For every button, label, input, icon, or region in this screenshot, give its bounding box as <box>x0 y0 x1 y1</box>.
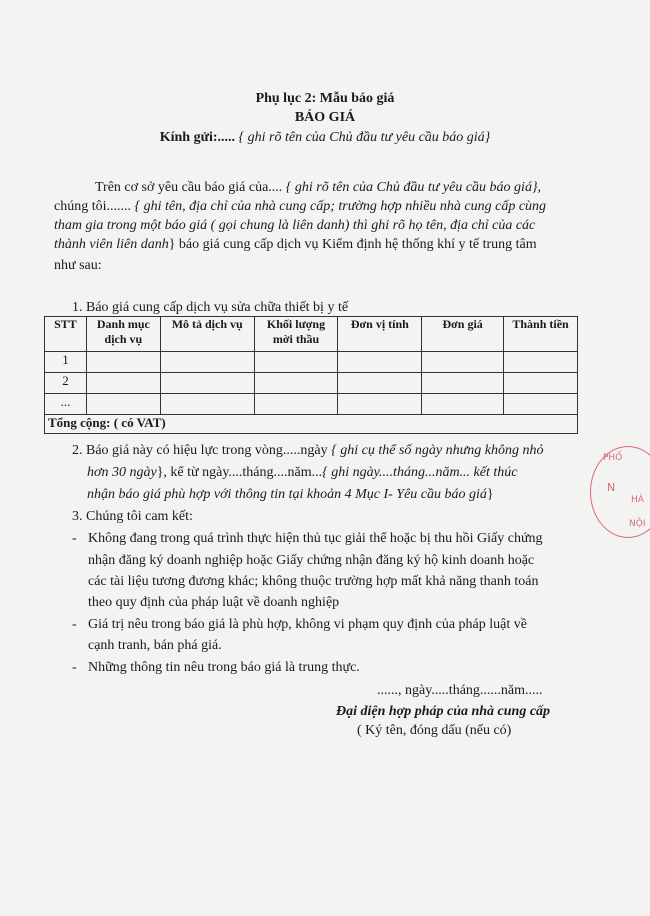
quotation-table <box>44 316 578 434</box>
intro-line: thành viên liên danh} báo giá cung cấp dịch vụ Kiểm định hệ thống khí y tế trung tâm <box>54 237 537 252</box>
list-item: các tài liệu tương đương khác; không thuộc trường hợp mất khả năng thanh toán <box>88 574 539 589</box>
intro-line: tham gia trong một báo giá ( gọi chung là liên danh) thì ghi rõ họ tên, địa chỉ của các <box>54 218 536 233</box>
section-3-label: 3. Chúng tôi cam kết: <box>72 509 193 524</box>
seal-text: HÀ <box>631 495 644 505</box>
table-row <box>45 373 578 394</box>
table-cell <box>422 352 504 373</box>
table-cell <box>504 352 578 373</box>
table-cell <box>338 352 422 373</box>
table-cell: ... <box>45 394 87 415</box>
column-header: Đơn giá <box>422 317 504 352</box>
appendix-title: Phụ lục 2: Mẫu báo giá <box>255 91 395 106</box>
validity-line: nhận báo giá phù hợp với thông tin tại khoản 4 Mục I- Yêu cầu báo giá} <box>87 487 494 502</box>
seal-text: PHỐ <box>603 453 623 463</box>
list-item: Giá trị nêu trong báo giá là phù hợp, không vi phạm quy định của pháp luật về <box>88 617 527 632</box>
recipient-label: Kính gửi:..... <box>159 130 236 145</box>
table-cell <box>160 394 254 415</box>
list-item: theo quy định của pháp luật về doanh nghiệp <box>88 595 340 610</box>
list-item: Những thông tin nêu trong báo giá là trung thực. <box>88 660 360 675</box>
intro-line: Trên cơ sở yêu cầu báo giá của.... { ghi rõ tên của Chủ đầu tư yêu cầu báo giá}, <box>95 180 542 195</box>
list-item: Không đang trong quá trình thực hiện thủ tục giải thể hoặc bị thu hồi Giấy chứng <box>88 531 543 546</box>
table-row <box>45 394 578 415</box>
table-cell <box>86 394 160 415</box>
list-item: nhận đăng ký doanh nghiệp hoặc Giấy chứng nhận đăng ký hộ kinh doanh hoặc <box>88 553 535 568</box>
intro-line: chúng tôi....... { ghi tên, địa chỉ của nhà cung cấp; trường hợp nhiều nhà cung cấp cùng <box>54 199 547 214</box>
table-total-row <box>45 415 578 434</box>
table-cell <box>504 394 578 415</box>
bullet-dash: - <box>72 531 77 546</box>
table-cell: 1 <box>45 352 87 373</box>
signature-date: ......, ngày.....tháng......năm..... <box>377 683 543 698</box>
table-cell <box>338 373 422 394</box>
validity-line: 2. Báo giá này có hiệu lực trong vòng.....ngày { ghi cụ thể số ngày nhưng không nhỏ <box>72 443 544 458</box>
table-cell <box>422 373 504 394</box>
table-cell <box>86 373 160 394</box>
column-header: Đơn vị tính <box>338 317 422 352</box>
intro-line: như sau: <box>54 258 102 273</box>
bullet-dash: - <box>72 660 77 675</box>
red-seal-stamp <box>590 446 650 538</box>
table-cell <box>160 352 254 373</box>
table-cell <box>254 373 338 394</box>
bullet-dash: - <box>72 617 77 632</box>
column-header: Thành tiền <box>504 317 578 352</box>
column-header: Mô tả dịch vụ <box>160 317 254 352</box>
table-cell <box>504 373 578 394</box>
recipient-line <box>0 130 650 146</box>
column-header: STT <box>45 317 87 352</box>
signature-title: Đại diện hợp pháp của nhà cung cấp <box>336 704 551 719</box>
seal-text: NỘI <box>629 519 646 529</box>
table-row <box>45 352 578 373</box>
table-cell <box>254 394 338 415</box>
total-label: Tổng cộng: ( có VAT) <box>45 415 578 434</box>
table-cell <box>338 394 422 415</box>
column-header: Danh mục dịch vụ <box>86 317 160 352</box>
table-cell <box>160 373 254 394</box>
signature-note: ( Ký tên, đóng dấu (nếu có) <box>357 723 512 738</box>
validity-line: hơn 30 ngày}, kể từ ngày....tháng....năm...{ ghi ngày....tháng...năm... kết thúc <box>87 465 518 480</box>
table-cell <box>254 352 338 373</box>
recipient-note: { ghi rõ tên của Chủ đầu tư yêu cầu báo giá} <box>238 130 491 145</box>
list-item: cạnh tranh, bán phá giá. <box>88 638 222 653</box>
seal-text: N <box>607 481 616 494</box>
table-cell <box>86 352 160 373</box>
table-cell <box>422 394 504 415</box>
document-title: BÁO GIÁ <box>294 110 356 125</box>
column-header: Khối lượng mời thầu <box>254 317 338 352</box>
table-cell: 2 <box>45 373 87 394</box>
table-header-row <box>45 317 578 352</box>
section-1-label: 1. Báo giá cung cấp dịch vụ sửa chữa thiết bị y tế <box>72 300 349 315</box>
